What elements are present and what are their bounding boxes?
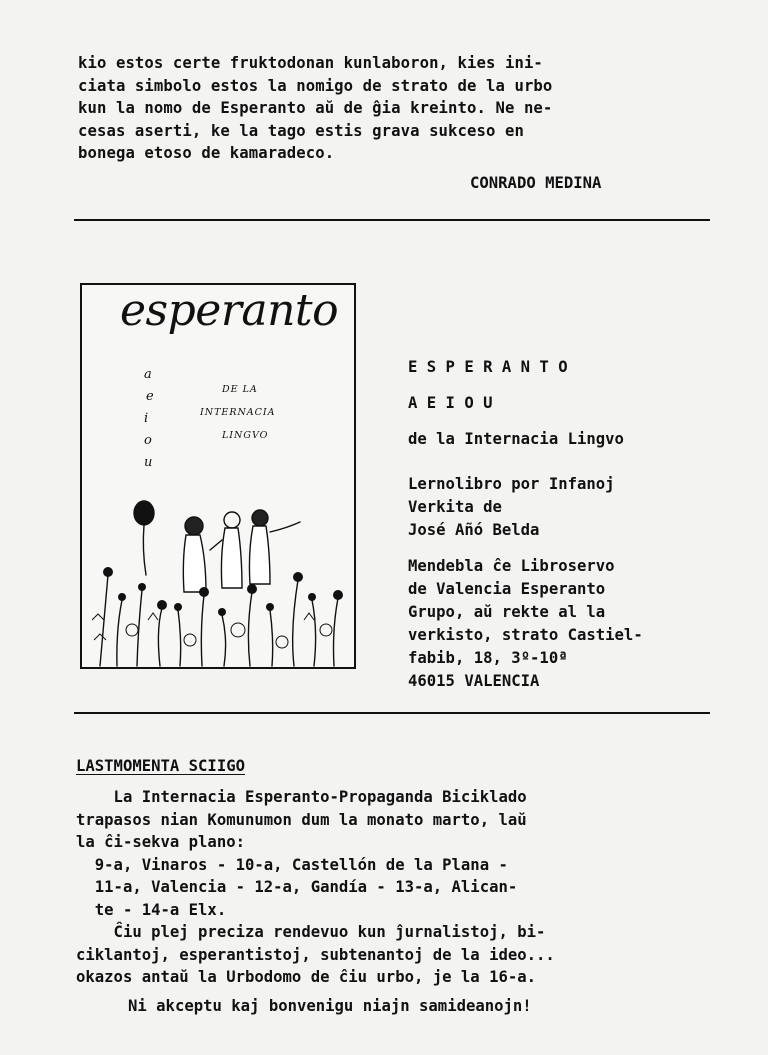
spacer	[408, 415, 728, 428]
spacer	[408, 542, 728, 555]
cover-logo: esperanto	[120, 285, 339, 336]
order-info: Mendebla ĉe Libroservo	[408, 557, 615, 575]
cover-vowel: u	[144, 455, 153, 470]
intro-line: ciata simbolo estos la nomigo de strato de la urbo	[78, 76, 553, 95]
book-advertisement	[408, 356, 728, 693]
book-vowels: A E I O U	[408, 394, 493, 412]
closing-line: Ni akceptu kaj bonvenigu niajn samideanojn!	[128, 997, 532, 1015]
order-info: 46015 VALENCIA	[408, 672, 540, 690]
cover-subtitle: DE LA	[222, 384, 258, 395]
book-title: E S P E R A N T O	[408, 358, 568, 376]
news-line: te - 14-a Elx.	[76, 900, 227, 919]
intro-line: cesas aserti, ke la tago estis grava sukceso en	[78, 121, 524, 140]
cover-subtitle: INTERNACIA	[200, 407, 276, 418]
intro-paragraph	[78, 52, 718, 165]
book-cover-image	[80, 283, 356, 669]
section-divider	[74, 712, 710, 714]
order-info: verkisto, strato Castiel-	[408, 626, 643, 644]
author-signature: CONRADO MEDINA	[470, 174, 602, 192]
book-author: José Añó Belda	[408, 521, 540, 539]
news-line: 9-a, Vinaros - 10-a, Castellón de la Plana -	[76, 855, 508, 874]
cover-vowel: o	[144, 433, 152, 448]
news-heading: LASTMOMENTA SCIIGO	[76, 757, 245, 775]
order-info: de Valencia Esperanto	[408, 580, 606, 598]
news-paragraph	[76, 786, 716, 989]
intro-line: kio estos certe fruktodonan kunlaboron, kies ini-	[78, 54, 543, 72]
cover-vowel: a	[144, 367, 152, 382]
children-flowers-illustration	[82, 480, 354, 667]
news-line: la ĉi-sekva plano:	[76, 833, 245, 851]
intro-line: bonega etoso de kamaradeco.	[78, 144, 335, 162]
book-description: Verkita de	[408, 498, 502, 516]
order-info: fabib, 18, 3º-10ª	[408, 649, 568, 667]
book-description: Lernolibro por Infanoj	[408, 475, 615, 493]
news-line: okazos antaŭ la Urbodomo de ĉiu urbo, je la 16-a.	[76, 968, 537, 986]
news-line: Ĉiu plej preciza rendevuo kun ĵurnalistoj, bi-	[76, 923, 546, 941]
order-info: Grupo, aŭ rekte al la	[408, 603, 606, 621]
intro-line: kun la nomo de Esperanto aŭ de ĝia kreinto. Ne ne-	[78, 99, 553, 117]
news-line: ciklantoj, esperantistoj, subtenantoj de la ideo...	[76, 945, 555, 964]
news-line: La Internacia Esperanto-Propaganda Biciklado	[76, 788, 527, 806]
cover-vowel: e	[146, 389, 154, 404]
cover-subtitle: LINGVO	[222, 430, 269, 441]
news-line: 11-a, Valencia - 12-a, Gandía - 13-a, Alican-	[76, 878, 518, 896]
cover-vowel: i	[144, 411, 149, 426]
book-subtitle: de la Internacia Lingvo	[408, 430, 624, 448]
news-line: trapasos nian Komunumon dum la monato marto, laŭ	[76, 810, 527, 829]
section-divider	[74, 219, 710, 221]
spacer	[408, 451, 728, 473]
spacer	[408, 379, 728, 392]
